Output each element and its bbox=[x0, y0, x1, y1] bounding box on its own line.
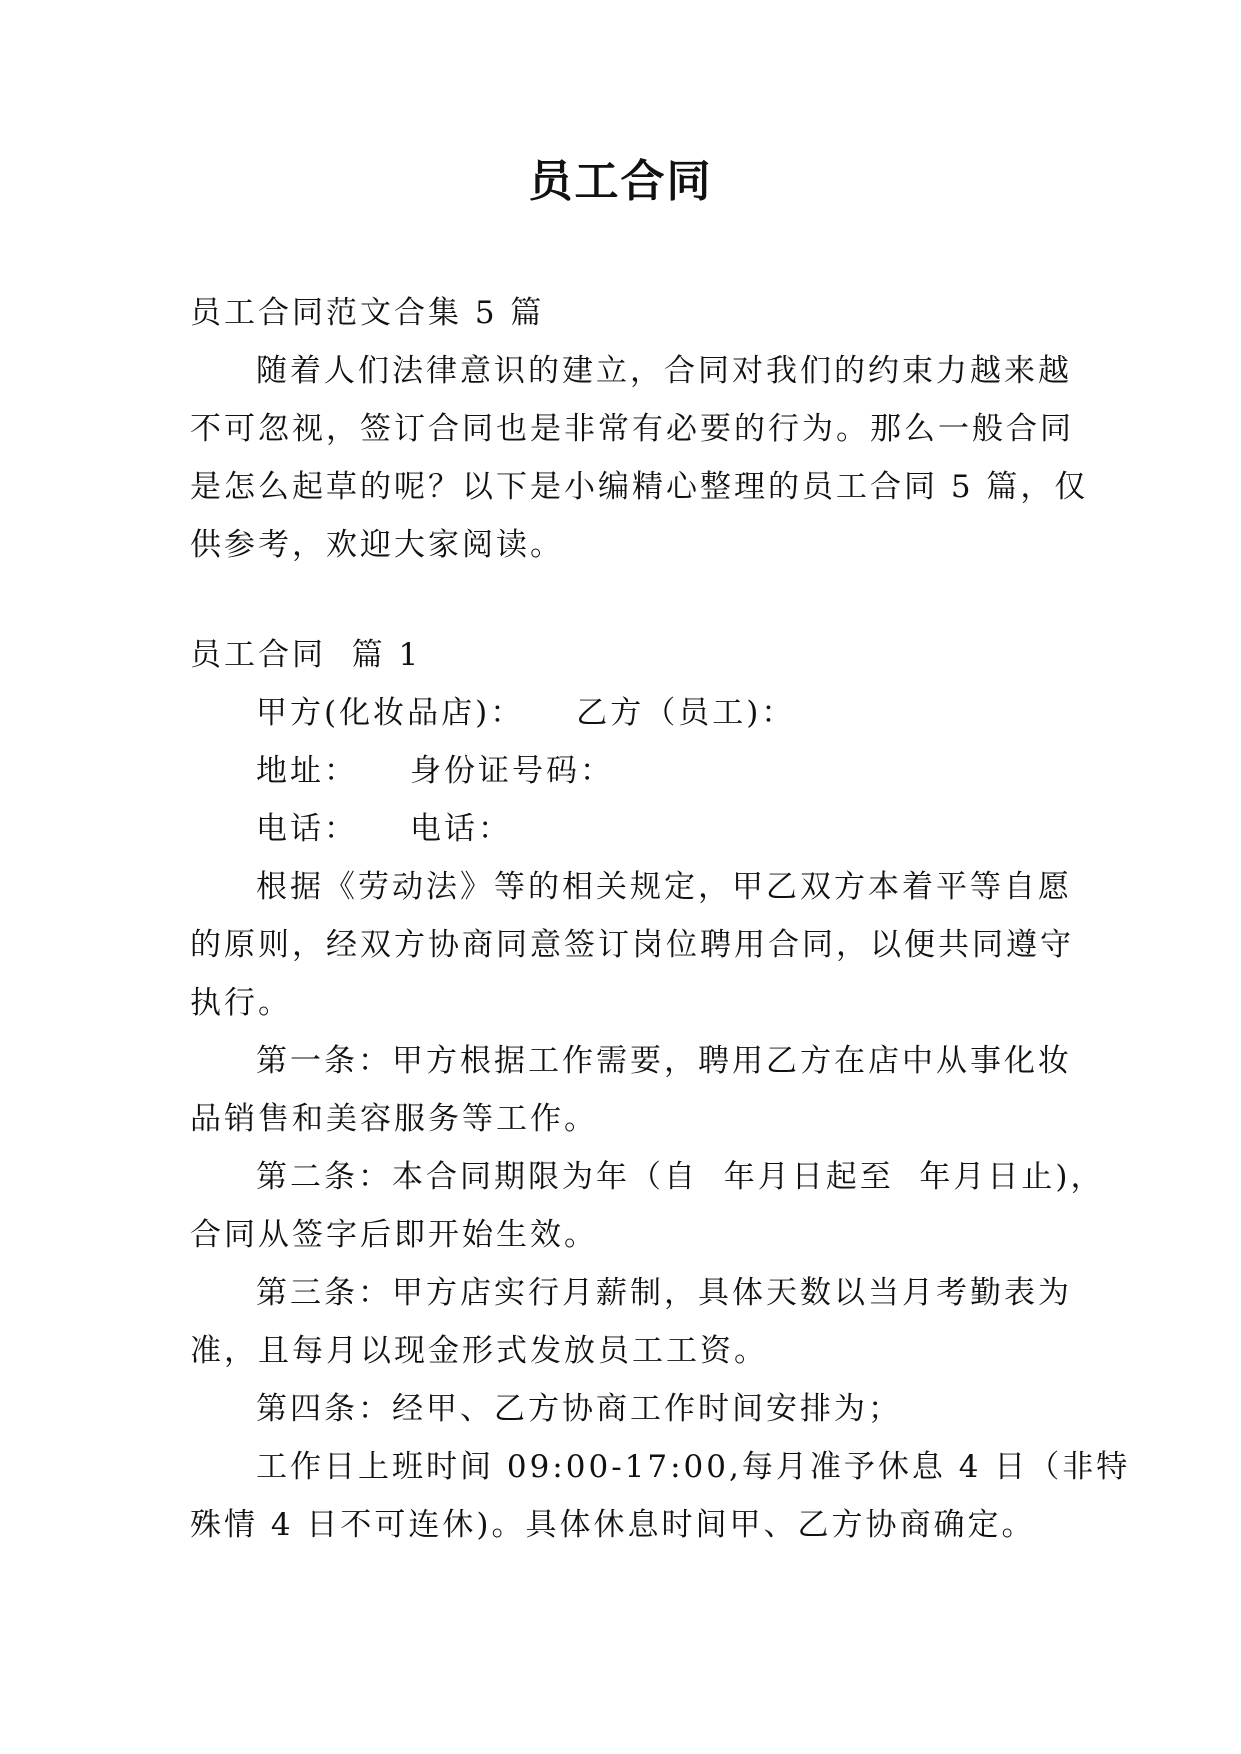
document-body bbox=[190, 284, 1131, 1554]
paragraph-line: 第二条：本合同期限为年（自 年月日起至 年月日止)， bbox=[256, 1159, 1105, 1195]
party-b-label: 乙方（员工)： bbox=[576, 695, 796, 731]
paragraph-line: 第四条：经甲、乙方协商工作时间安排为； bbox=[256, 1391, 902, 1427]
section-heading: 员工合同 篇 1 bbox=[190, 637, 422, 673]
paragraph-line: 随着人们法律意识的建立，合同对我们的约束力越来越 bbox=[256, 353, 1072, 389]
paragraph-line: 殊情 4 日不可连休)。具体休息时间甲、乙方协商确定。 bbox=[190, 1507, 1036, 1543]
paragraph-line: 第一条：甲方根据工作需要，聘用乙方在店中从事化妆 bbox=[256, 1043, 1072, 1079]
article-3 bbox=[190, 1264, 1072, 1380]
paragraph-line: 品销售和美容服务等工作。 bbox=[190, 1101, 598, 1137]
paragraph-spacer bbox=[190, 574, 1050, 626]
article-2 bbox=[190, 1148, 1105, 1264]
preamble-paragraph bbox=[190, 858, 1074, 1032]
work-hours-paragraph bbox=[190, 1438, 1131, 1554]
address-label: 地址： bbox=[256, 753, 358, 789]
paragraph-line: 第三条：甲方店实行月薪制，具体天数以当月考勤表为 bbox=[256, 1275, 1072, 1311]
paragraph-line: 执行。 bbox=[190, 985, 292, 1021]
paragraph-line: 是怎么起草的呢？以下是小编精心整理的员工合同 5 篇，仅 bbox=[190, 469, 1089, 505]
article-4 bbox=[190, 1380, 1050, 1438]
paragraph-line: 准，且每月以现金形式发放员工工资。 bbox=[190, 1333, 768, 1369]
collection-subtitle: 员工合同范文合集 5 篇 bbox=[190, 295, 545, 331]
phone-label-a: 电话： bbox=[256, 811, 358, 847]
paragraph-line: 供参考，欢迎大家阅读。 bbox=[190, 527, 564, 563]
paragraph-line: 工作日上班时间 09:00-17:00,每月准予休息 4 日（非特 bbox=[256, 1449, 1131, 1485]
address-line bbox=[190, 742, 1050, 800]
paragraph-line: 的原则，经双方协商同意签订岗位聘用合同，以便共同遵守 bbox=[190, 927, 1074, 963]
intro-paragraph bbox=[190, 342, 1089, 574]
id-number-label: 身份证号码： bbox=[410, 753, 614, 789]
phone-label-b: 电话： bbox=[410, 811, 512, 847]
paragraph-line: 合同从签字后即开始生效。 bbox=[190, 1217, 598, 1253]
article-1 bbox=[190, 1032, 1072, 1148]
paragraph-line: 不可忽视，签订合同也是非常有必要的行为。那么一般合同 bbox=[190, 411, 1074, 447]
phone-line bbox=[190, 800, 1050, 858]
parties-line bbox=[190, 684, 1050, 742]
party-a-label: 甲方(化妆品店)： bbox=[256, 695, 525, 731]
paragraph-line: 根据《劳动法》等的相关规定，甲乙双方本着平等自愿 bbox=[256, 869, 1072, 905]
document-title: 员工合同 bbox=[528, 156, 713, 207]
